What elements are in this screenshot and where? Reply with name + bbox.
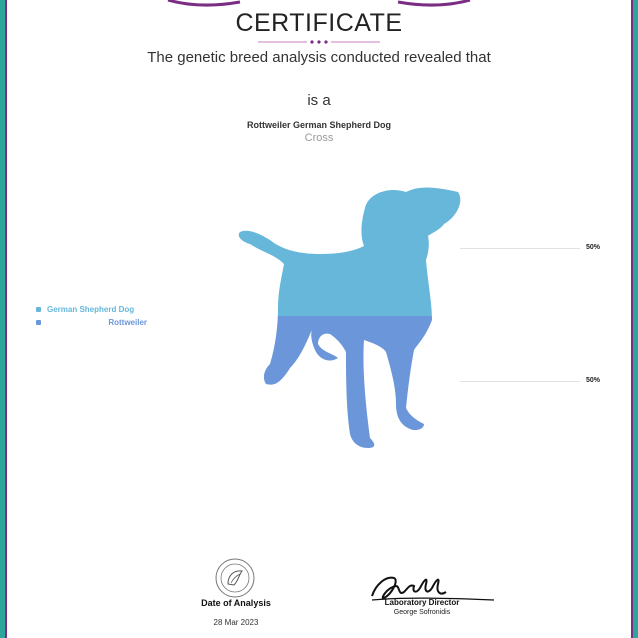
legend-label-german-shepherd: German Shepherd Dog bbox=[47, 305, 135, 314]
analysis-statement: The genetic breed analysis conducted revealed that bbox=[147, 49, 491, 66]
laboratory-director-name: George Sofronidis bbox=[393, 609, 451, 616]
legend-item-rottweiler bbox=[36, 316, 147, 329]
laboratory-director-title: Laboratory Director bbox=[384, 598, 460, 607]
laboratory-seal-icon bbox=[212, 557, 258, 599]
title-divider bbox=[258, 38, 380, 46]
is-a-text: is a bbox=[307, 92, 331, 109]
dog-breed-chart bbox=[230, 180, 466, 452]
leader-line-german-shepherd bbox=[460, 248, 580, 249]
legend-dot-rottweiler bbox=[36, 320, 41, 325]
breed-legend bbox=[36, 303, 147, 329]
breed-type: Cross bbox=[304, 132, 334, 144]
percent-german-shepherd: 50% bbox=[586, 244, 601, 251]
rottweiler-portion bbox=[230, 316, 466, 452]
legend-dot-german-shepherd bbox=[36, 307, 41, 312]
percent-rottweiler: 50% bbox=[586, 377, 601, 384]
date-of-analysis-value: 28 Mar 2023 bbox=[213, 618, 259, 627]
certificate-title: CERTIFICATE bbox=[235, 9, 403, 37]
legend-item-german-shepherd bbox=[36, 303, 147, 316]
german-shepherd-portion bbox=[230, 180, 466, 316]
breed-name: Rottweiler German Shepherd Dog bbox=[246, 120, 392, 130]
date-of-analysis-label: Date of Analysis bbox=[201, 598, 271, 608]
legend-label-rottweiler: Rottweiler bbox=[108, 318, 147, 327]
leader-line-rottweiler bbox=[460, 381, 580, 382]
